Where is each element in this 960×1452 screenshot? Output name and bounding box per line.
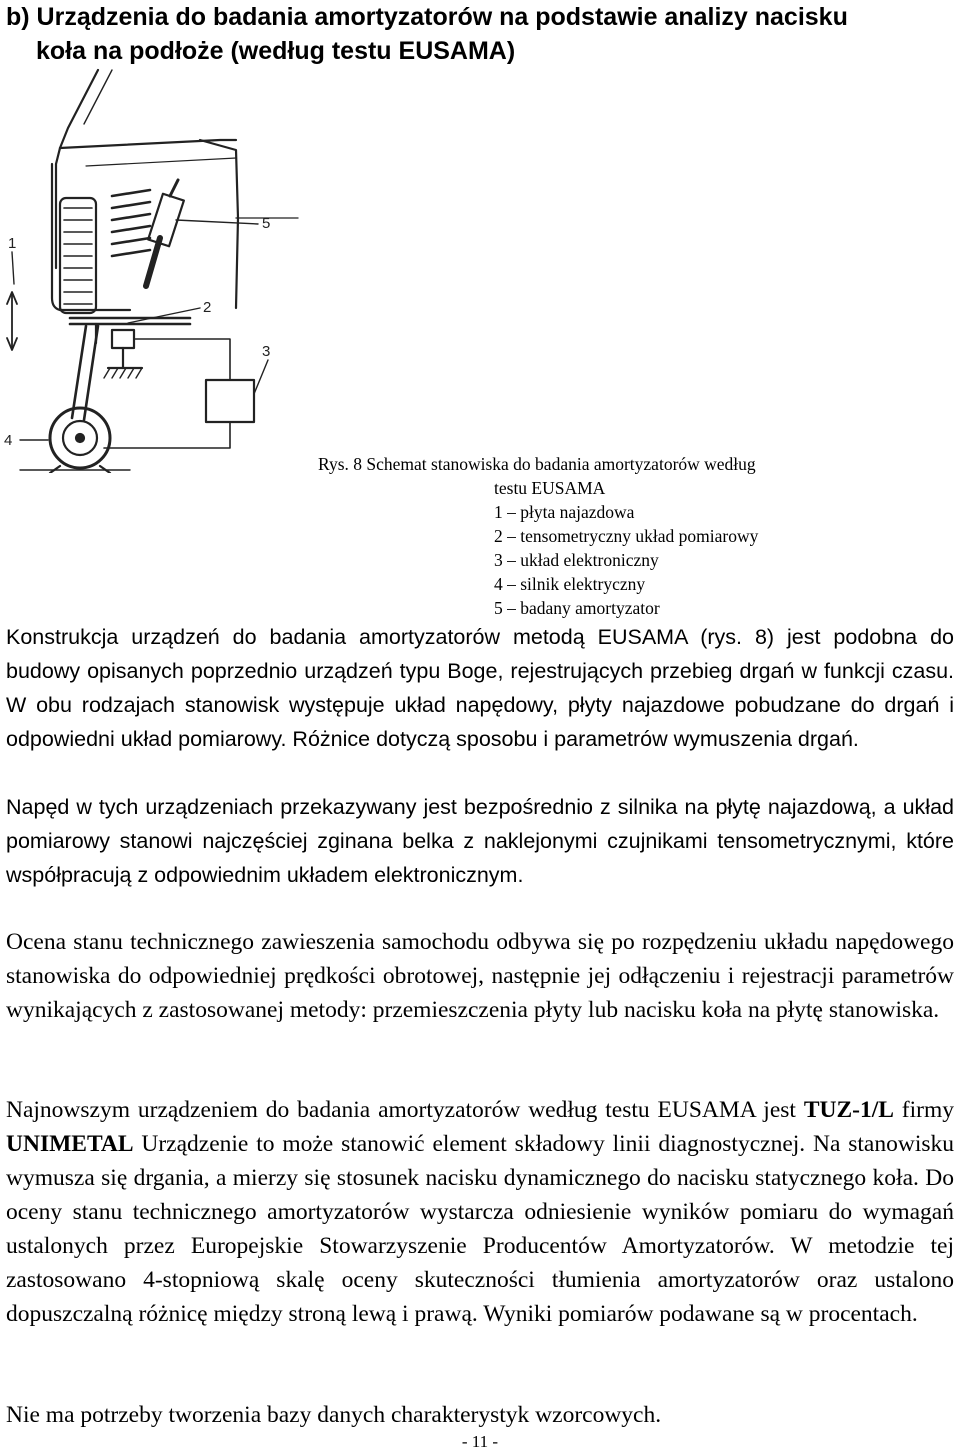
shock-mount — [170, 180, 178, 196]
connecting-arm — [72, 326, 98, 420]
caption-title-line-1: Rys. 8 Schemat stanowiska do badania amortyzatorów według — [318, 454, 756, 474]
eusama-test-stand-diagram — [0, 68, 300, 473]
motor-wheel-axle — [76, 434, 84, 442]
figure-caption — [318, 452, 878, 620]
caption-item: 3 – układ elektroniczny — [494, 550, 659, 570]
paragraph-tuz-device — [6, 1093, 954, 1331]
signal-wire-upper — [134, 339, 230, 380]
figure-label-5: 5 — [262, 215, 271, 232]
caption-item: 4 – silnik elektryczny — [494, 574, 646, 594]
paragraph-drive: Napęd w tych urządzeniach przekazywany jest bezpośrednio z silnika na płytę najazdową, a układ pomiarowy stanowi najczęściej zginana belka z naklejonymi czujnikami tensometrycznymi, które współpracują z odpowiednim układem elektronicznym. — [6, 795, 954, 887]
caption-title-line-2: testu EUSAMA — [494, 478, 606, 498]
hood-line — [60, 140, 236, 148]
measuring-unit — [112, 330, 134, 348]
figure-label-1: 1 — [8, 235, 17, 252]
paragraph-text: firmy — [893, 1097, 954, 1123]
body-side-line — [200, 140, 238, 308]
shock-absorber-rod — [146, 238, 160, 286]
pointer-5 — [176, 220, 258, 224]
figure-label-2: 2 — [203, 299, 212, 316]
pointer-3 — [254, 360, 268, 394]
bumper-line — [52, 164, 130, 310]
coil-spring — [112, 190, 150, 256]
pointer-2 — [128, 308, 200, 323]
figure-label-3: 3 — [262, 343, 271, 360]
heading-line-1: b) Urządzenia do badania amortyzatorów na podstawie analizy nacisku — [6, 3, 848, 31]
signal-wire-lower — [104, 422, 230, 448]
heading-line-2: koła na podłoże (według testu EUSAMA) — [36, 37, 516, 65]
caption-item: 5 – badany amortyzator — [494, 598, 660, 618]
caption-item: 1 – płyta najazdowa — [494, 502, 635, 522]
company-name: UNIMETAL — [6, 1131, 134, 1157]
device-name: TUZ-1/L — [803, 1097, 894, 1123]
fender-line — [86, 158, 236, 166]
tread-lines — [64, 208, 92, 304]
ground-hatch-upper — [104, 368, 142, 378]
paragraph-text: Urządzenie to może stanowić element składowy linii diagnostycznej. Na stanowisku wymusza się drgania, a mierzy się stosunek nacisku dynamicznego do nacisku statycznego koła. Do oceny stanu technicznego amortyzatorów wystarcza odniesienie wyników pomiaru do wymagań ustalonych przez Europejskie Stowarzyszenie Producentów Amortyzatorów. W metodzie tej zastosowano 4-stopniową skalę oceny skuteczności tłumienia amortyzatorów oraz ustalono dopuszczalną różnicę między stroną lewą i prawą. Wyniki pomiarów podawane są w procentach. — [6, 1131, 954, 1327]
paragraph-assessment: Ocena stanu technicznego zawieszenia samochodu odbywa się po rozpędzeniu układu napędowego stanowiska do odpowiedniej prędkości obrotowej, następnie jej odłączeniu i rejestracji parametrów wynikających z zastosowanej metody: przemieszczenia płyty lub nacisku koła na płytę stanowiska. — [6, 929, 954, 1023]
caption-item: 2 – tensometryczny układ pomiarowy — [494, 526, 759, 546]
paragraph-no-database: Nie ma potrzeby tworzenia bazy danych charakterystyk wzorcowych. — [6, 1402, 662, 1428]
paragraph-construction: Konstrukcja urządzeń do badania amortyzatorów metodą EUSAMA (rys. 8) jest podobna do budowy opisanych poprzednio urządzeń typu Boge, rejestrujących przebieg drgań w funkcji czasu. W obu rodzajach stanowisk występuje układ napędowy, płyty najazdowe pobudzane do drgań i odpowiedni układ pomiarowy. Różnice dotyczą sposobu i parametrów wymuszenia drgań. — [6, 625, 954, 751]
paragraph-text: Najnowszym urządzeniem do badania amortyzatorów według testu EUSAMA jest — [6, 1097, 804, 1123]
figure-label-4: 4 — [4, 432, 13, 449]
section-heading — [6, 0, 936, 68]
page-number: - 11 - — [461, 1432, 499, 1451]
windshield-inner-line — [84, 70, 112, 124]
pointer-1 — [12, 252, 14, 284]
electronic-unit — [206, 380, 254, 422]
